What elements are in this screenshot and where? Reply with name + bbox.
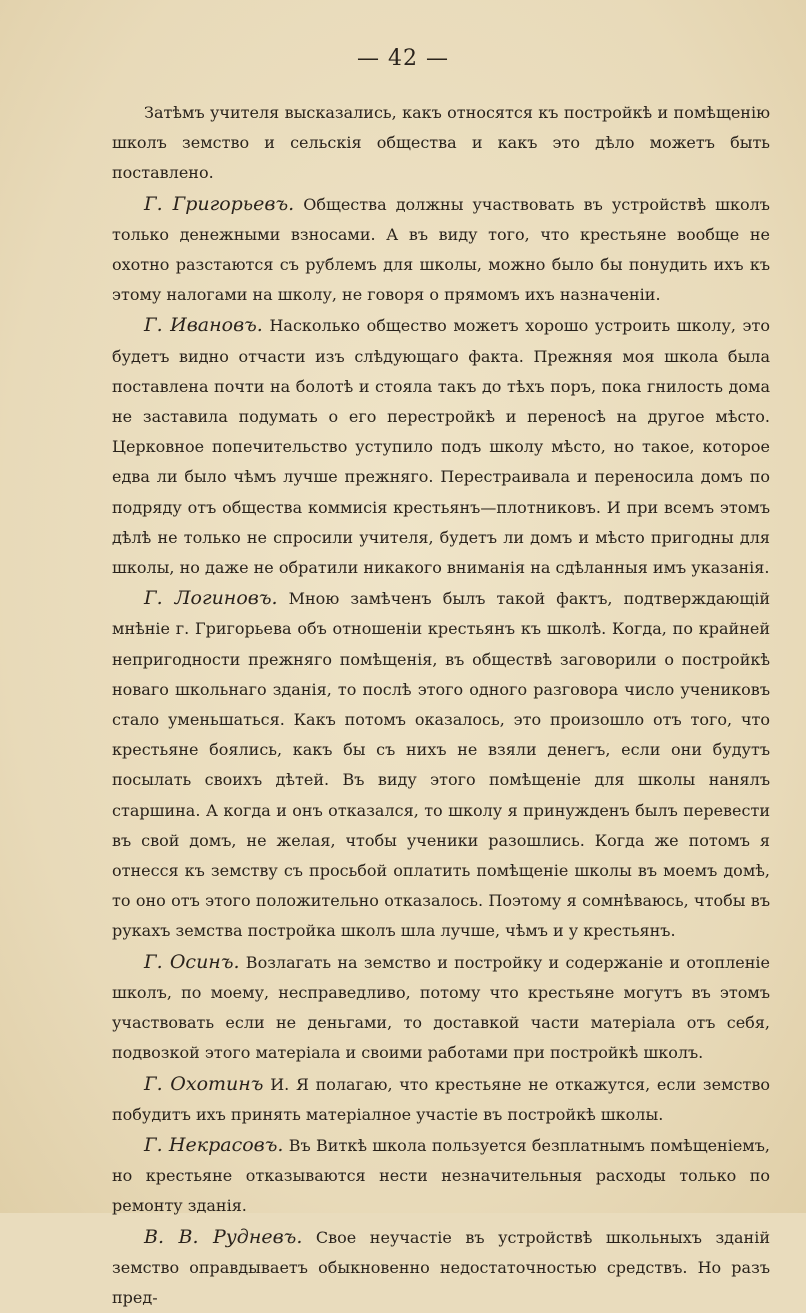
- speaker-name: В. В. Рудневъ.: [144, 1225, 303, 1248]
- paragraph-5: [112, 947, 770, 1069]
- paragraph-4: [112, 583, 770, 946]
- paragraph-6: [112, 1069, 770, 1130]
- paragraph-7: [112, 1130, 770, 1222]
- speaker-name: Г. Логиновъ.: [144, 587, 278, 610]
- paragraph-2: [112, 189, 770, 311]
- paragraph-text: И. Я полагаю, что крестьяне не откажутся, если земство побудитъ ихъ принять матеріалное участіе въ постройкѣ школы.: [112, 1074, 771, 1124]
- paragraph-text: Насколько общество можетъ хорошо устроить школу, это будетъ видно отчасти изъ слѣдующаго факта. Прежняя моя школа была поставлена почти на болотѣ и стояла такъ до тѣхъ поръ, пока гнилость дома не заставила подумать о его перестройкѣ и переносѣ на другое мѣсто. Церковное попечительство уступило подъ школу мѣсто, но такое, которое едва ли было чѣмъ лучше прежняго. Перестраивала и переносила домъ по подряду отъ общества коммисія крестьянъ—плотниковъ. И при всемъ этомъ дѣлѣ не только не спросили учителя, будетъ ли домъ и мѣсто пригодны для школы, но даже не обратили никакого вниманія на сдѣланныя имъ указанія.: [112, 316, 770, 578]
- speaker-name: Г. Ивановъ.: [144, 314, 263, 337]
- paragraph-text: Мною замѣченъ былъ такой фактъ, подтверждающій мнѣніе г. Григорьева объ отношеніи крестьянъ къ школѣ. Когда, по крайней непригодности прежняго помѣщенія, въ обществѣ заговорили о постройкѣ новаго школьнаго зданія, то послѣ этого одного разговора число учениковъ стало уменьшаться. Какъ потомъ оказалось, это произошло отъ того, что крестьяне боялись, какъ бы съ нихъ не взяли денегъ, если они будутъ посылать своихъ дѣтей. Въ виду этого помѣщеніе для школы нанялъ старшина. А когда и онъ отказался, то школу я принужденъ былъ перевести въ свой домъ, не желая, чтобы ученики разошлись. Когда же потомъ я отнесся къ земству съ просьбой оплатить помѣщеніе школы въ моемъ домѣ, то оно отъ этого положительно отказалось. Поэтому я сомнѣваюсь, чтобы въ рукахъ земства постройка школъ шла лучше, чѣмъ и у крестьянъ.: [112, 589, 770, 941]
- paragraph-8: [112, 1222, 770, 1313]
- paragraph-text: Въ Виткѣ школа пользуется безплатнымъ помѣщеніемъ, но крестьяне отказываются нести незначительныя расходы только по ремонту зданія.: [112, 1135, 771, 1216]
- paragraph-text: Затѣмъ учителя высказались, какъ относятся къ постройкѣ и помѣщенію школъ земство и сельскія общества и какъ это дѣло можетъ быть поставлено.: [112, 103, 770, 183]
- speaker-name: Г. Григорьевъ.: [144, 192, 295, 215]
- paragraph-3: [112, 310, 770, 583]
- speaker-name: Г. Осинъ.: [144, 950, 240, 973]
- page-number: — 42 —: [357, 46, 449, 71]
- paragraph-1: [112, 98, 770, 189]
- paragraph-text: Возлагать на земство и постройку и содержаніе и отопленіе школъ, по моему, несправедливо, потому что крестьяне могутъ въ этомъ участвовать если не деньгами, то доставкой части матеріала отъ себя, подвозкой этого матеріала и своими работами при постройкѣ школъ.: [112, 952, 770, 1063]
- page-body: [112, 98, 770, 1313]
- speaker-name: Г. Охотинъ: [144, 1072, 264, 1095]
- paragraph-text: Свое неучастіе въ устройствѣ школьныхъ зданій земство оправдываетъ обыкновенно недостаточностью средствъ. Но разъ пред-: [112, 1227, 771, 1307]
- speaker-name: Г. Некрасовъ.: [144, 1133, 284, 1156]
- paragraph-text: Общества должны участвовать въ устройствѣ школъ только денежными взносами. А въ виду того, что крестьяне вообще не охотно разстаются съ рублемъ для школы, можно было бы понудить ихъ къ этому налогами на школу, не говоря о прямомъ ихъ назначеніи.: [112, 194, 770, 305]
